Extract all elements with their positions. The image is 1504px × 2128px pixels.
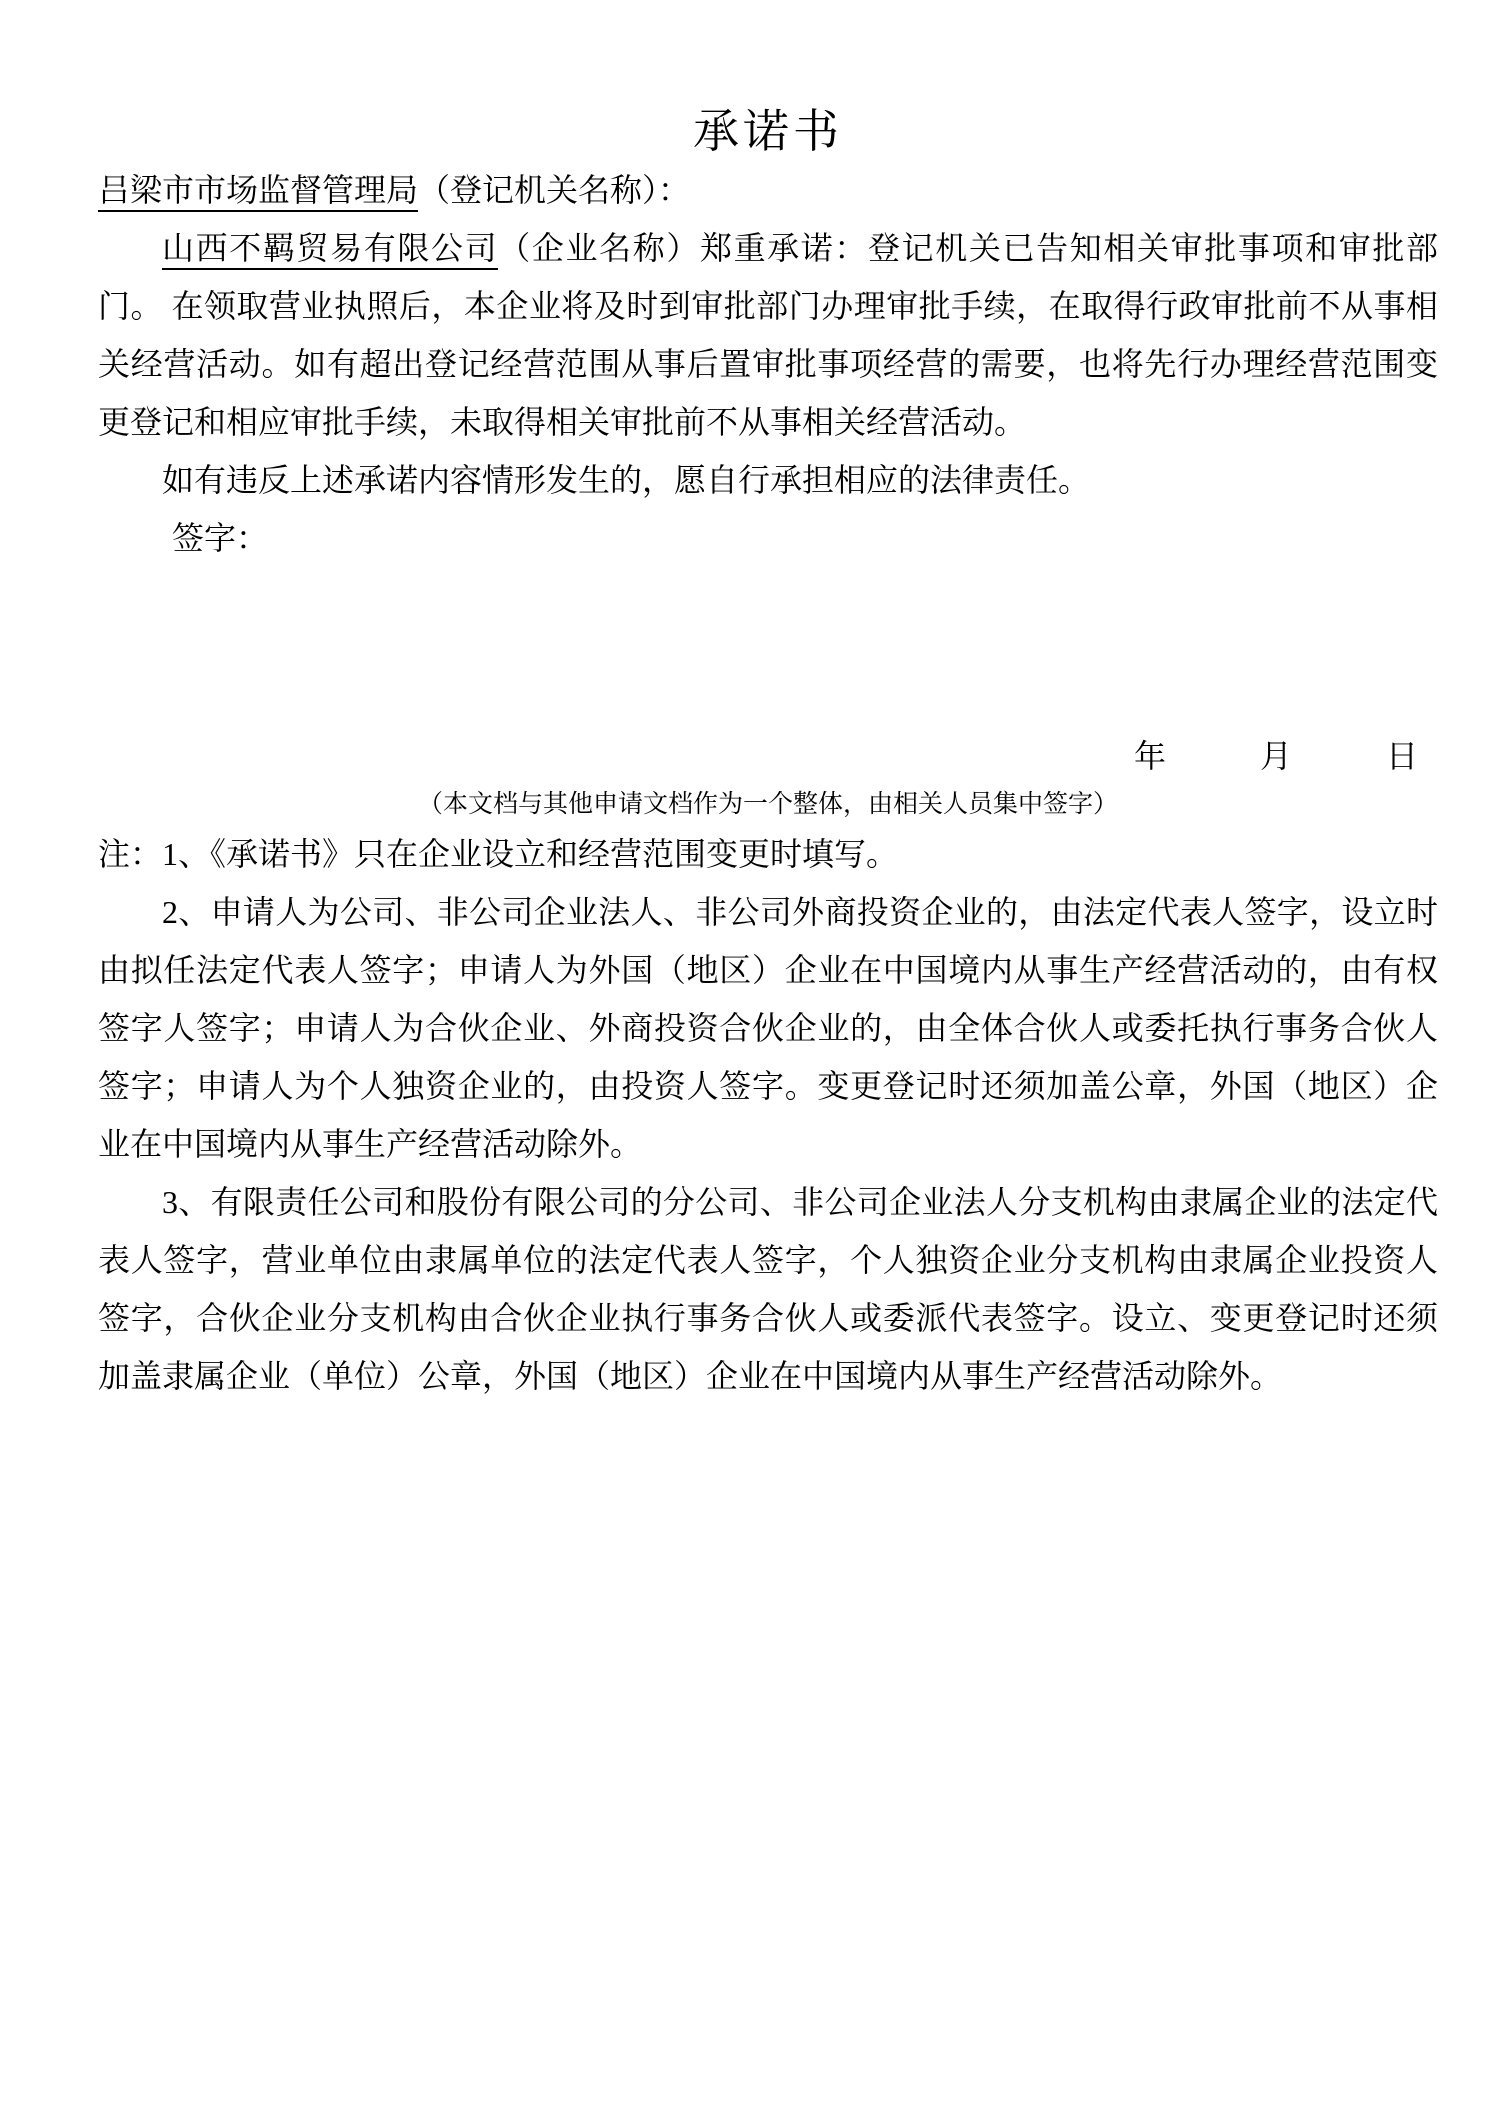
liability-paragraph: 如有违反上述承诺内容情形发生的，愿自行承担相应的法律责任。 <box>162 462 1091 498</box>
commitment-paragraph <box>98 219 1438 451</box>
page-title: 承诺书 <box>693 106 843 157</box>
signature-label: 签字： <box>172 520 269 556</box>
month-label: 月 <box>1259 738 1292 774</box>
company-name: 山西不羁贸易有限公司 <box>162 230 498 270</box>
addressee-line <box>98 161 1438 219</box>
commitment-text: （企业名称）郑重承诺：登记机关已告知相关审批事项和审批部门。 在领取营业执照后，本企业将及时到审批部门办理审批手续，在取得行政审批前不从事相关经营活动。如有超出登记经营范围从事后置审批事项经营的需要，也将先行办理经营范围变更登记和相应审批手续，未取得相关审批前不从事相关经营活动。 <box>98 230 1438 440</box>
registration-authority-name: 吕梁市市场监督管理局 <box>98 172 418 212</box>
note-3: 3、有限责任公司和股份有限公司的分公司、非公司企业法人分支机构由隶属企业的法定代表人签字，营业单位由隶属单位的法定代表人签字，个人独资企业分支机构由隶属企业投资人签字，合伙企业分支机构由合伙企业执行事务合伙人或委派代表签字。设立、变更登记时还须加盖隶属企业（单位）公章，外国（地区）企业在中国境内从事生产经营活动除外。 <box>98 1184 1438 1394</box>
addressee-suffix: （登记机关名称）： <box>418 172 691 208</box>
day-label: 日 <box>1385 738 1418 774</box>
collective-signing-note: （本文档与其他申请文档作为一个整体，由相关人员集中签字） <box>417 791 1118 818</box>
note-2: 2、申请人为公司、非公司企业法人、非公司外商投资企业的，由法定代表人签字，设立时由拟任法定代表人签字；申请人为外国（地区）企业在中国境内从事生产经营活动的，由有权签字人签字；申请人为合伙企业、外商投资合伙企业的，由全体合伙人或委托执行事务合伙人签字；申请人为个人独资企业的，由投资人签字。变更登记时还须加盖公章，外国（地区）企业在中国境内从事生产经营活动除外。 <box>98 894 1438 1162</box>
note-1: 注：1、《承诺书》只在企业设立和经营范围变更时填写。 <box>98 836 899 872</box>
year-label: 年 <box>1133 738 1166 774</box>
date-line <box>98 727 1438 785</box>
